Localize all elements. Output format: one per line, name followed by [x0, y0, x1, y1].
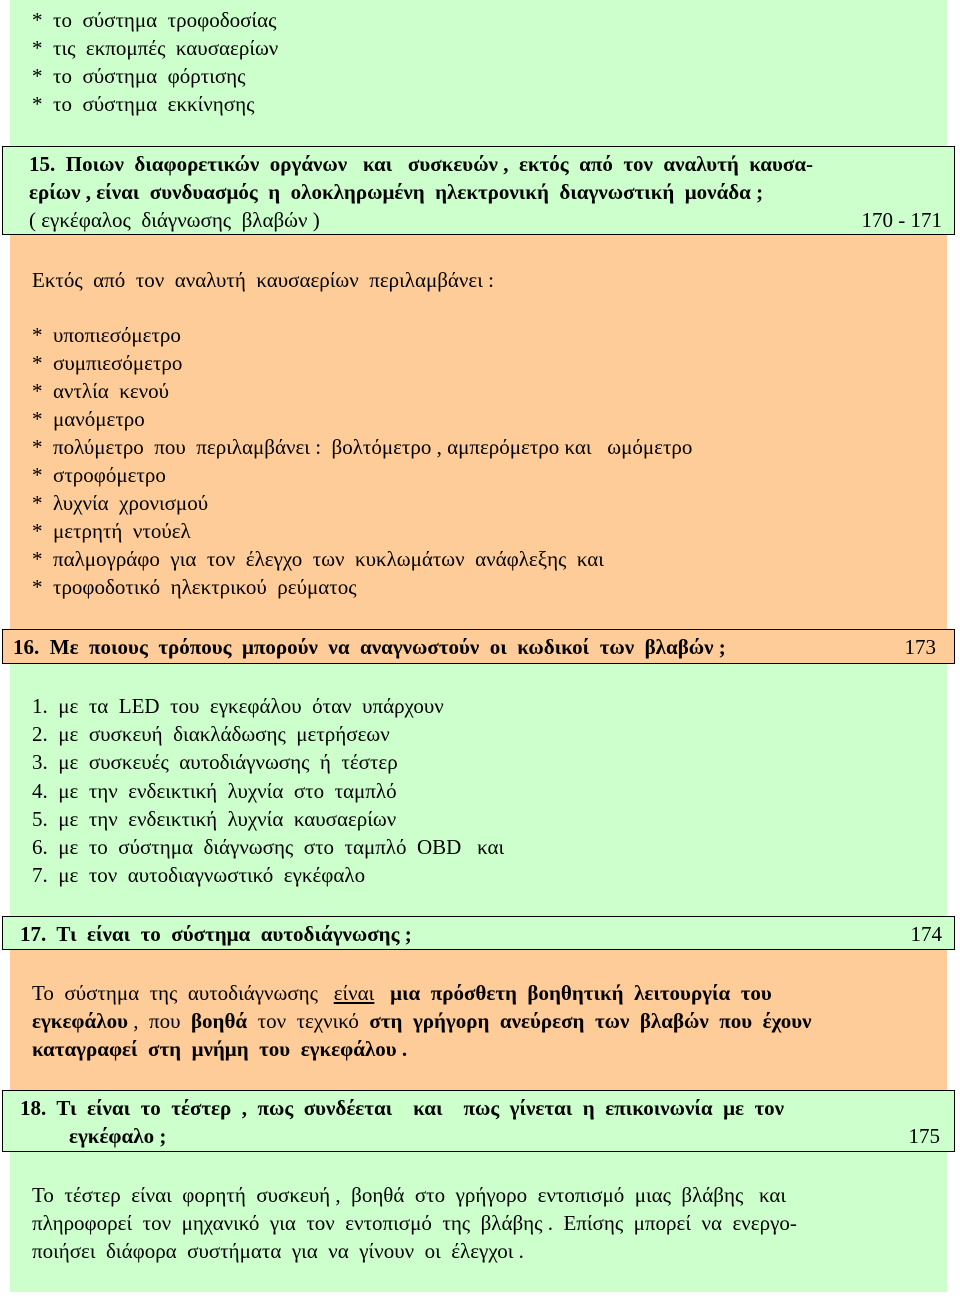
answer-15-intro: Εκτός από τον αναλυτή καυσαερίων περιλαμβάνει : — [32, 268, 494, 292]
list-item: * στροφόμετρο — [32, 463, 166, 487]
question-17-page: 174 — [910, 922, 942, 946]
list-item: * παλμογράφο για τον έλεγχο των κυκλωμάτων ανάφλεξης και — [32, 547, 604, 571]
answer-18 — [10, 1152, 947, 1292]
intro-list-block — [10, 0, 947, 146]
answer-17-line2: εγκεφάλου , που βοηθά τον τεχνικό στη γρήγορη ανεύρεση των βλαβών που έχουν — [32, 1009, 812, 1033]
list-item: * το σύστημα φόρτισης — [32, 64, 246, 88]
question-15-line3: ( εγκέφαλος διάγνωσης βλαβών ) — [29, 208, 320, 232]
answer-16 — [10, 664, 947, 916]
list-item: 2. με συσκευή διακλάδωσης μετρήσεων — [32, 722, 390, 746]
list-item: 7. με τον αυτοδιαγνωστικό εγκέφαλο — [32, 863, 366, 887]
list-item: 4. με την ενδεικτική λυχνία στο ταμπλό — [32, 779, 397, 803]
list-item: * αντλία κενού — [32, 379, 170, 403]
question-15-line2: ερίων , είναι συνδυασμός η ολοκληρωμένη ηλεκτρονική διαγνωστική μονάδα ; — [29, 180, 764, 204]
list-item: 3. με συσκευές αυτοδιάγνωσης ή τέστερ — [32, 750, 398, 774]
question-18-page: 175 — [908, 1124, 940, 1148]
list-item: * τροφοδοτικό ηλεκτρικού ρεύματος — [32, 575, 357, 599]
list-item: 5. με την ενδεικτική λυχνία καυσαερίων — [32, 807, 397, 831]
list-item: * μετρητή ντούελ — [32, 519, 191, 543]
question-18-line2: εγκέφαλο ; — [69, 1124, 167, 1148]
answer-18-line1: Το τέστερ είναι φορητή συσκευή , βοηθά στο γρήγορο εντοπισμό μιας βλάβης και — [32, 1183, 787, 1207]
question-16 — [2, 629, 955, 664]
question-15-page: 170 - 171 — [861, 208, 942, 232]
list-item: * μανόμετρο — [32, 407, 145, 431]
list-item: * συμπιεσόμετρο — [32, 351, 183, 375]
answer-18-line2: πληροφορεί τον μηχανικό για τον εντοπισμό της βλάβης . Επίσης μπορεί να ενεργο- — [32, 1211, 797, 1235]
list-item: 1. με τα LED του εγκεφάλου όταν υπάρχουν — [32, 694, 444, 718]
list-item: * πολύμετρο που περιλαμβάνει : βολτόμετρο , αμπερόμετρο και ωμόμετρο — [32, 435, 693, 459]
list-item: * το σύστημα εκκίνησης — [32, 92, 255, 116]
question-15 — [2, 146, 955, 235]
question-16-page: 173 — [904, 635, 936, 659]
list-item: * λυχνία χρονισμού — [32, 491, 209, 515]
list-item: * το σύστημα τροφοδοσίας — [32, 8, 277, 32]
question-18 — [2, 1090, 955, 1152]
list-item: 6. με το σύστημα διάγνωσης στο ταμπλό OBD και — [32, 835, 505, 859]
answer-17-line1: Το σύστημα της αυτοδιάγνωσης είναι μια πρόσθετη βοηθητική λειτουργία του — [32, 981, 772, 1005]
question-18-line1: 18. Τι είναι το τέστερ , πως συνδέεται και πως γίνεται η επικοινωνία με τον — [20, 1096, 785, 1120]
answer-17 — [10, 950, 947, 1090]
question-17 — [2, 916, 955, 950]
list-item: * υποπιεσόμετρο — [32, 323, 181, 347]
answer-15 — [10, 235, 947, 629]
question-15-line1: 15. Ποιων διαφορετικών οργάνων και συσκευών , εκτός από τον αναλυτή καυσα- — [29, 152, 814, 176]
answer-17-line3: καταγραφεί στη μνήμη του εγκεφάλου . — [32, 1037, 408, 1061]
question-17-text: 17. Τι είναι το σύστημα αυτοδιάγνωσης ; — [20, 922, 412, 946]
list-item: * τις εκπομπές καυσαερίων — [32, 36, 279, 60]
answer-18-line3: ποιήσει διάφορα συστήματα για να γίνουν οι έλεγχοι . — [32, 1239, 524, 1263]
question-16-text: 16. Με ποιους τρόπους μπορούν να αναγνωστούν οι κωδικοί των βλαβών ; — [13, 635, 726, 659]
